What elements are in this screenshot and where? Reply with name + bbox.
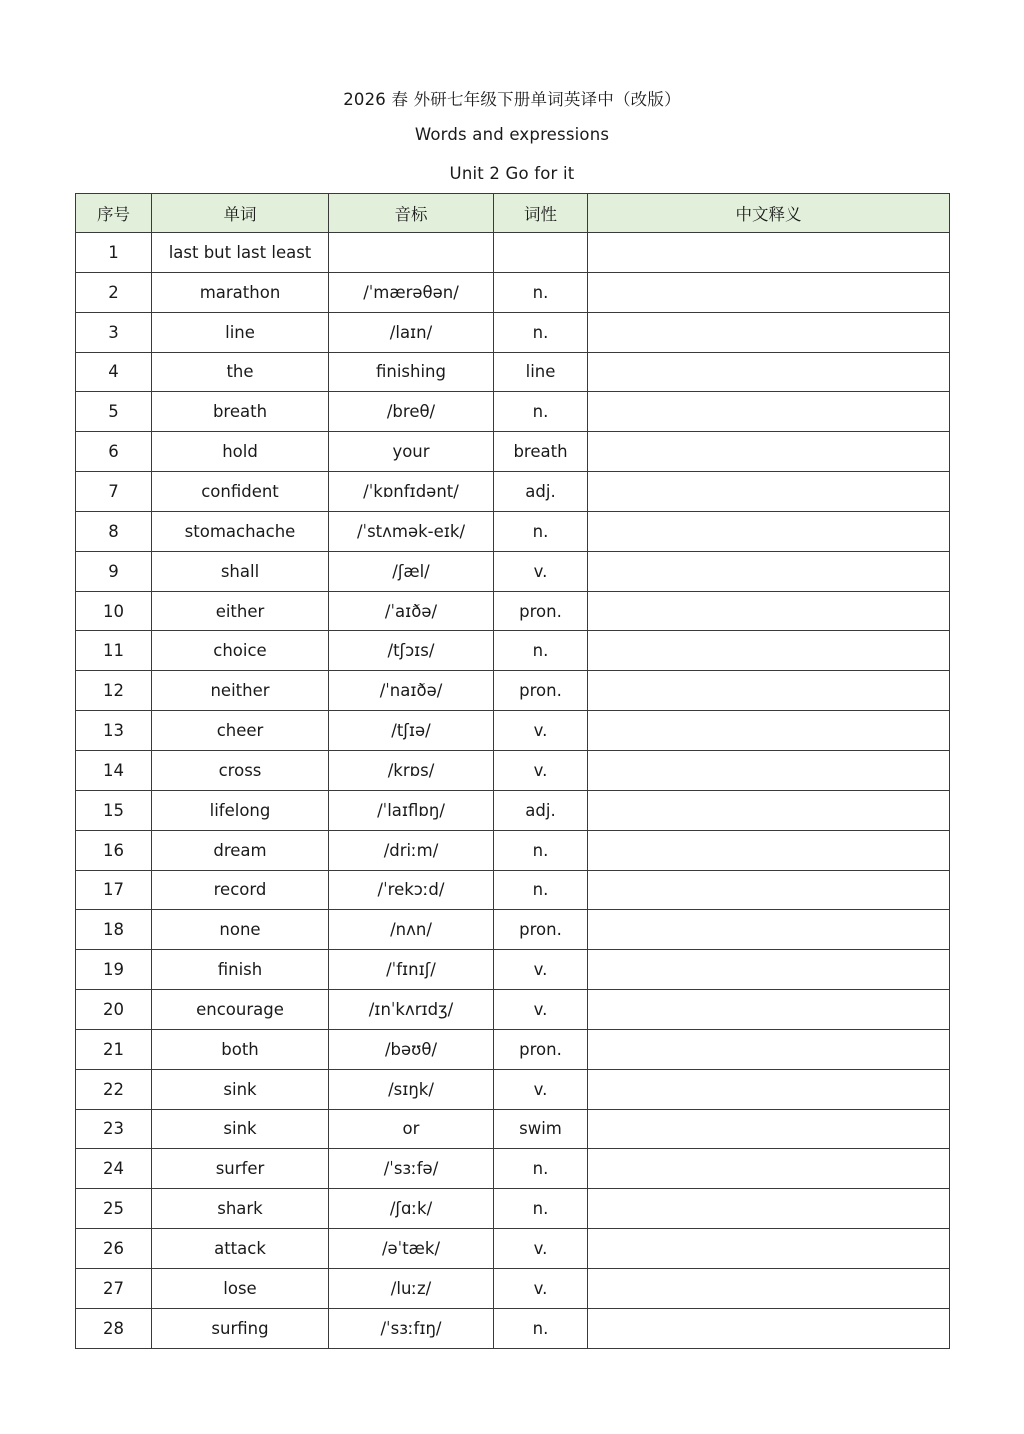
table-row <box>76 631 950 671</box>
table-row <box>76 352 950 392</box>
cell-part-of-speech: n. <box>494 272 588 312</box>
cell-word: cross <box>152 750 329 790</box>
cell-chinese-meaning[interactable] <box>588 1189 950 1229</box>
cell-phonetic: /ˈrekɔːd/ <box>329 870 494 910</box>
cell-chinese-meaning[interactable] <box>588 312 950 352</box>
cell-number: 6 <box>76 432 152 472</box>
cell-chinese-meaning[interactable] <box>588 1069 950 1109</box>
cell-number: 11 <box>76 631 152 671</box>
table-row <box>76 671 950 711</box>
cell-number: 28 <box>76 1308 152 1348</box>
cell-part-of-speech: v. <box>494 950 588 990</box>
cell-number: 12 <box>76 671 152 711</box>
cell-phonetic: /əˈtæk/ <box>329 1229 494 1269</box>
cell-phonetic: /ˈmærəθən/ <box>329 272 494 312</box>
cell-chinese-meaning[interactable] <box>588 551 950 591</box>
table-row <box>76 1229 950 1269</box>
cell-word: confident <box>152 472 329 512</box>
cell-number: 7 <box>76 472 152 512</box>
cell-word: neither <box>152 671 329 711</box>
cell-word: shark <box>152 1189 329 1229</box>
header-chinese-meaning: 中文释义 <box>588 194 950 233</box>
cell-phonetic: /ˈnaɪðə/ <box>329 671 494 711</box>
cell-chinese-meaning[interactable] <box>588 392 950 432</box>
cell-part-of-speech: v. <box>494 990 588 1030</box>
header-word: 单词 <box>152 194 329 233</box>
cell-phonetic: /ˈsɜːfə/ <box>329 1149 494 1189</box>
cell-number: 5 <box>76 392 152 432</box>
cell-phonetic: /bəʊθ/ <box>329 1029 494 1069</box>
cell-chinese-meaning[interactable] <box>588 1149 950 1189</box>
cell-phonetic: /breθ/ <box>329 392 494 432</box>
cell-word: surfer <box>152 1149 329 1189</box>
cell-chinese-meaning[interactable] <box>588 910 950 950</box>
cell-number: 22 <box>76 1069 152 1109</box>
cell-part-of-speech: v. <box>494 1069 588 1109</box>
cell-number: 9 <box>76 551 152 591</box>
header-number: 序号 <box>76 194 152 233</box>
cell-part-of-speech: swim <box>494 1109 588 1149</box>
cell-number: 2 <box>76 272 152 312</box>
header-part-of-speech: 词性 <box>494 194 588 233</box>
cell-part-of-speech: breath <box>494 432 588 472</box>
cell-part-of-speech: n. <box>494 830 588 870</box>
cell-chinese-meaning[interactable] <box>588 352 950 392</box>
cell-number: 8 <box>76 511 152 551</box>
table-row <box>76 472 950 512</box>
cell-chinese-meaning[interactable] <box>588 870 950 910</box>
cell-word: none <box>152 910 329 950</box>
table-row <box>76 1069 950 1109</box>
cell-chinese-meaning[interactable] <box>588 950 950 990</box>
cell-word: sink <box>152 1069 329 1109</box>
cell-word: both <box>152 1029 329 1069</box>
cell-word: finish <box>152 950 329 990</box>
cell-part-of-speech: n. <box>494 392 588 432</box>
cell-phonetic: /ˈaɪðə/ <box>329 591 494 631</box>
cell-word: marathon <box>152 272 329 312</box>
document-subtitle: Words and expressions <box>414 125 610 144</box>
cell-word: record <box>152 870 329 910</box>
cell-word: lifelong <box>152 790 329 830</box>
cell-number: 26 <box>76 1229 152 1269</box>
cell-number: 25 <box>76 1189 152 1229</box>
cell-word: choice <box>152 631 329 671</box>
cell-part-of-speech: pron. <box>494 910 588 950</box>
table-row <box>76 233 950 273</box>
cell-number: 15 <box>76 790 152 830</box>
table-row <box>76 392 950 432</box>
cell-part-of-speech: n. <box>494 1149 588 1189</box>
cell-phonetic: your <box>329 432 494 472</box>
cell-chinese-meaning[interactable] <box>588 233 950 273</box>
cell-chinese-meaning[interactable] <box>588 1029 950 1069</box>
table-row <box>76 511 950 551</box>
table-row <box>76 790 950 830</box>
cell-phonetic: /ˈstʌmək-eɪk/ <box>329 511 494 551</box>
cell-chinese-meaning[interactable] <box>588 1109 950 1149</box>
cell-phonetic: /ɪnˈkʌrɪdʒ/ <box>329 990 494 1030</box>
cell-phonetic: /tʃɪə/ <box>329 711 494 751</box>
cell-chinese-meaning[interactable] <box>588 432 950 472</box>
cell-number: 10 <box>76 591 152 631</box>
cell-chinese-meaning[interactable] <box>588 990 950 1030</box>
cell-phonetic: /ʃɑːk/ <box>329 1189 494 1229</box>
cell-word: last but last least <box>152 233 329 273</box>
cell-word: line <box>152 312 329 352</box>
cell-word: sink <box>152 1109 329 1149</box>
cell-phonetic: /laɪn/ <box>329 312 494 352</box>
table-row <box>76 1029 950 1069</box>
table-header-row <box>76 194 950 233</box>
cell-chinese-meaning[interactable] <box>588 671 950 711</box>
cell-part-of-speech: v. <box>494 1229 588 1269</box>
cell-part-of-speech: line <box>494 352 588 392</box>
cell-number: 16 <box>76 830 152 870</box>
cell-word: attack <box>152 1229 329 1269</box>
cell-number: 23 <box>76 1109 152 1149</box>
cell-word: either <box>152 591 329 631</box>
cell-number: 3 <box>76 312 152 352</box>
cell-chinese-meaning[interactable] <box>588 830 950 870</box>
table-row <box>76 990 950 1030</box>
cell-number: 17 <box>76 870 152 910</box>
cell-chinese-meaning[interactable] <box>588 591 950 631</box>
cell-chinese-meaning[interactable] <box>588 790 950 830</box>
cell-number: 1 <box>76 233 152 273</box>
cell-chinese-meaning[interactable] <box>588 1308 950 1348</box>
document-title: 2026 春 外研七年级下册单词英译中（改版） <box>343 90 681 109</box>
cell-word: the <box>152 352 329 392</box>
cell-chinese-meaning[interactable] <box>588 472 950 512</box>
cell-part-of-speech: n. <box>494 1308 588 1348</box>
cell-phonetic: /ˈkɒnfɪdənt/ <box>329 472 494 512</box>
cell-chinese-meaning[interactable] <box>588 750 950 790</box>
cell-part-of-speech: v. <box>494 1268 588 1308</box>
table-row <box>76 312 950 352</box>
cell-word: lose <box>152 1268 329 1308</box>
cell-phonetic: /krɒs/ <box>329 750 494 790</box>
vocabulary-table <box>75 193 950 1349</box>
table-row <box>76 591 950 631</box>
table-body <box>76 233 950 1349</box>
cell-phonetic: /driːm/ <box>329 830 494 870</box>
cell-chinese-meaning[interactable] <box>588 1229 950 1269</box>
cell-part-of-speech: v. <box>494 750 588 790</box>
cell-word: cheer <box>152 711 329 751</box>
cell-number: 27 <box>76 1268 152 1308</box>
cell-part-of-speech: n. <box>494 870 588 910</box>
cell-part-of-speech: n. <box>494 1189 588 1229</box>
cell-phonetic: /ˈlaɪflɒŋ/ <box>329 790 494 830</box>
cell-phonetic: /sɪŋk/ <box>329 1069 494 1109</box>
cell-phonetic: /tʃɔɪs/ <box>329 631 494 671</box>
cell-number: 20 <box>76 990 152 1030</box>
cell-chinese-meaning[interactable] <box>588 272 950 312</box>
table-row <box>76 272 950 312</box>
cell-phonetic: /ˈsɜːfɪŋ/ <box>329 1308 494 1348</box>
cell-chinese-meaning[interactable] <box>588 1268 950 1308</box>
cell-number: 4 <box>76 352 152 392</box>
cell-part-of-speech: n. <box>494 511 588 551</box>
cell-word: breath <box>152 392 329 432</box>
table-row <box>76 711 950 751</box>
cell-phonetic: /nʌn/ <box>329 910 494 950</box>
cell-part-of-speech: n. <box>494 631 588 671</box>
cell-word: shall <box>152 551 329 591</box>
cell-phonetic: finishing <box>329 352 494 392</box>
table-row <box>76 1149 950 1189</box>
table-row <box>76 910 950 950</box>
cell-part-of-speech: v. <box>494 551 588 591</box>
table-row <box>76 1109 950 1149</box>
cell-part-of-speech: pron. <box>494 671 588 711</box>
cell-number: 14 <box>76 750 152 790</box>
cell-part-of-speech: adj. <box>494 472 588 512</box>
cell-part-of-speech: adj. <box>494 790 588 830</box>
cell-number: 21 <box>76 1029 152 1069</box>
cell-phonetic: /luːz/ <box>329 1268 494 1308</box>
table-row <box>76 1189 950 1229</box>
cell-number: 19 <box>76 950 152 990</box>
header-phonetic: 音标 <box>329 194 494 233</box>
cell-phonetic: /ʃæl/ <box>329 551 494 591</box>
cell-word: surfing <box>152 1308 329 1348</box>
table-row <box>76 870 950 910</box>
cell-part-of-speech: pron. <box>494 591 588 631</box>
cell-chinese-meaning[interactable] <box>588 711 950 751</box>
cell-part-of-speech: n. <box>494 312 588 352</box>
unit-title: Unit 2 Go for it <box>449 164 575 183</box>
table-row <box>76 950 950 990</box>
table-row <box>76 830 950 870</box>
table-row <box>76 432 950 472</box>
cell-phonetic <box>329 233 494 273</box>
cell-word: hold <box>152 432 329 472</box>
table-row <box>76 551 950 591</box>
cell-phonetic: /ˈfɪnɪʃ/ <box>329 950 494 990</box>
cell-word: encourage <box>152 990 329 1030</box>
cell-number: 18 <box>76 910 152 950</box>
cell-number: 13 <box>76 711 152 751</box>
table-row <box>76 1268 950 1308</box>
cell-chinese-meaning[interactable] <box>588 511 950 551</box>
cell-word: dream <box>152 830 329 870</box>
cell-word: stomachache <box>152 511 329 551</box>
table-row <box>76 1308 950 1348</box>
cell-part-of-speech: v. <box>494 711 588 751</box>
cell-chinese-meaning[interactable] <box>588 631 950 671</box>
cell-part-of-speech <box>494 233 588 273</box>
cell-part-of-speech: pron. <box>494 1029 588 1069</box>
cell-phonetic: or <box>329 1109 494 1149</box>
table-row <box>76 750 950 790</box>
cell-number: 24 <box>76 1149 152 1189</box>
